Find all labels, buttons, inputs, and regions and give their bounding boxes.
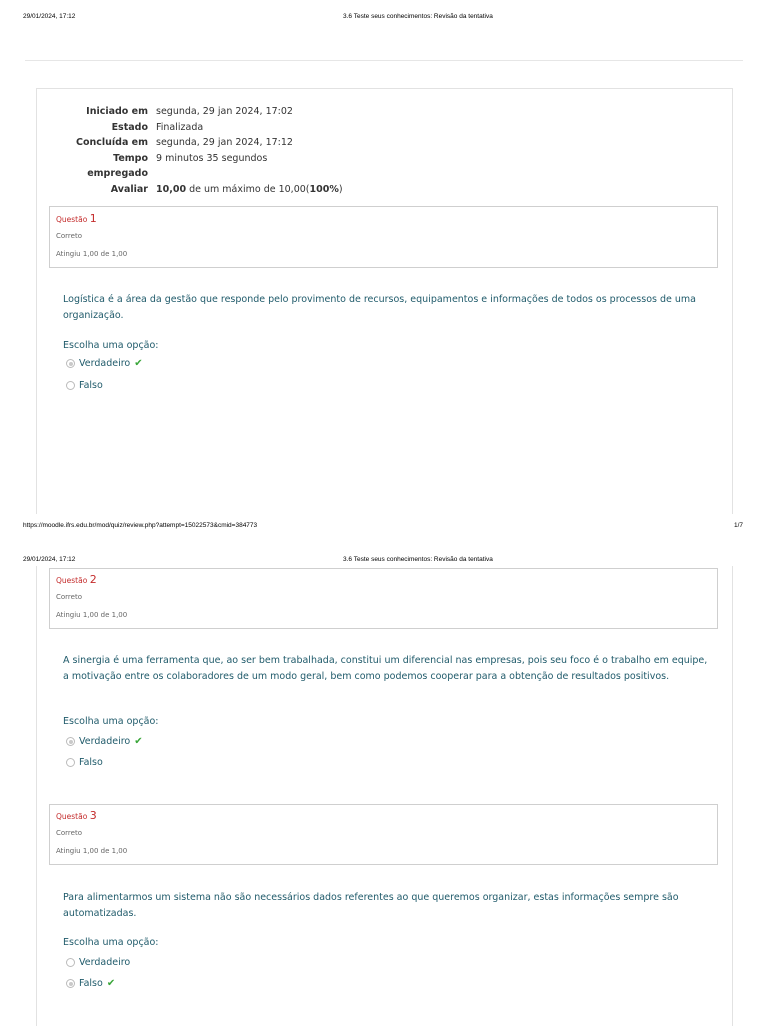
summary-row-time: Tempo empregado 9 minutos 35 segundos: [87, 152, 268, 179]
footer-page: 1/7: [734, 522, 744, 529]
question-grade: Atingiu 1,00 de 1,00: [56, 250, 128, 258]
radio-icon[interactable]: [66, 359, 75, 368]
question-number: Questão 3: [56, 809, 97, 822]
question-text-1: Logística é a área da gestão que responde pelo provimento de recursos, equipamentos e informações de todos os processos de uma organização.: [63, 294, 696, 321]
header-title: 3.6 Teste seus conhecimentos: Revisão da tentativa: [343, 13, 493, 20]
content-frame: [36, 566, 733, 1026]
question-number: Questão 2: [56, 573, 97, 586]
option-verdadeiro[interactable]: Verdadeiro ✔: [66, 736, 143, 747]
check-icon: ✔: [134, 358, 143, 369]
choose-prompt: Escolha uma opção:: [63, 340, 159, 351]
divider: [25, 60, 743, 61]
check-icon: ✔: [106, 978, 116, 989]
radio-icon[interactable]: [66, 958, 75, 967]
question-text-3: Para alimentarmos um sistema não são necessários dados referentes ao que queremos organizar, estas informações sempre são automatizadas.: [63, 892, 679, 919]
option-verdadeiro[interactable]: Verdadeiro ✔: [66, 358, 143, 369]
option-verdadeiro[interactable]: Verdadeiro: [66, 957, 130, 968]
footer-url: https://moodle.ifrs.edu.br/mod/quiz/review.php?attempt=15022573&cmid=384773: [23, 522, 258, 529]
question-state: Correto: [56, 829, 82, 837]
attempt-summary: [50, 104, 610, 197]
question-grade: Atingiu 1,00 de 1,00: [56, 847, 128, 855]
question-number: Questão 1: [56, 212, 97, 225]
radio-icon[interactable]: [66, 737, 75, 746]
question-info-3: [49, 804, 718, 865]
question-state: Correto: [56, 232, 82, 240]
option-falso[interactable]: Falso ✔: [66, 978, 115, 989]
check-icon: ✔: [134, 736, 143, 747]
question-text-2: A sinergia é uma ferramenta que, ao ser bem trabalhada, constitui um diferencial nas empresas, pois seu foco é o trabalho em equipe, a motivação entre os colaboradores de um modo geral, bem como podemos cooperar para a obtenção de resultados positivos.: [63, 655, 708, 682]
header-title: 3.6 Teste seus conhecimentos: Revisão da tentativa: [343, 556, 493, 563]
question-info-1: [49, 206, 718, 268]
choose-prompt: Escolha uma opção:: [63, 937, 159, 948]
summary-row-started: Iniciado em segunda, 29 jan 2024, 17:02: [86, 106, 293, 117]
header-date: 29/01/2024, 17:12: [23, 13, 76, 20]
radio-icon[interactable]: [66, 979, 75, 988]
question-info-2: [49, 568, 718, 629]
question-grade: Atingiu 1,00 de 1,00: [56, 611, 128, 619]
choose-prompt: Escolha uma opção:: [63, 716, 159, 727]
summary-row-state: Estado Finalizada: [111, 121, 204, 133]
radio-icon[interactable]: [66, 758, 75, 767]
summary-row-grade: Avaliar 10,00 de um máximo de 10,00(100%): [110, 183, 343, 195]
option-falso[interactable]: Falso: [66, 757, 103, 768]
header-date: 29/01/2024, 17:12: [23, 556, 76, 563]
radio-icon[interactable]: [66, 381, 75, 390]
question-state: Correto: [56, 593, 82, 601]
option-falso[interactable]: Falso: [66, 380, 103, 391]
summary-row-completed: Concluída em segunda, 29 jan 2024, 17:12: [75, 137, 293, 148]
